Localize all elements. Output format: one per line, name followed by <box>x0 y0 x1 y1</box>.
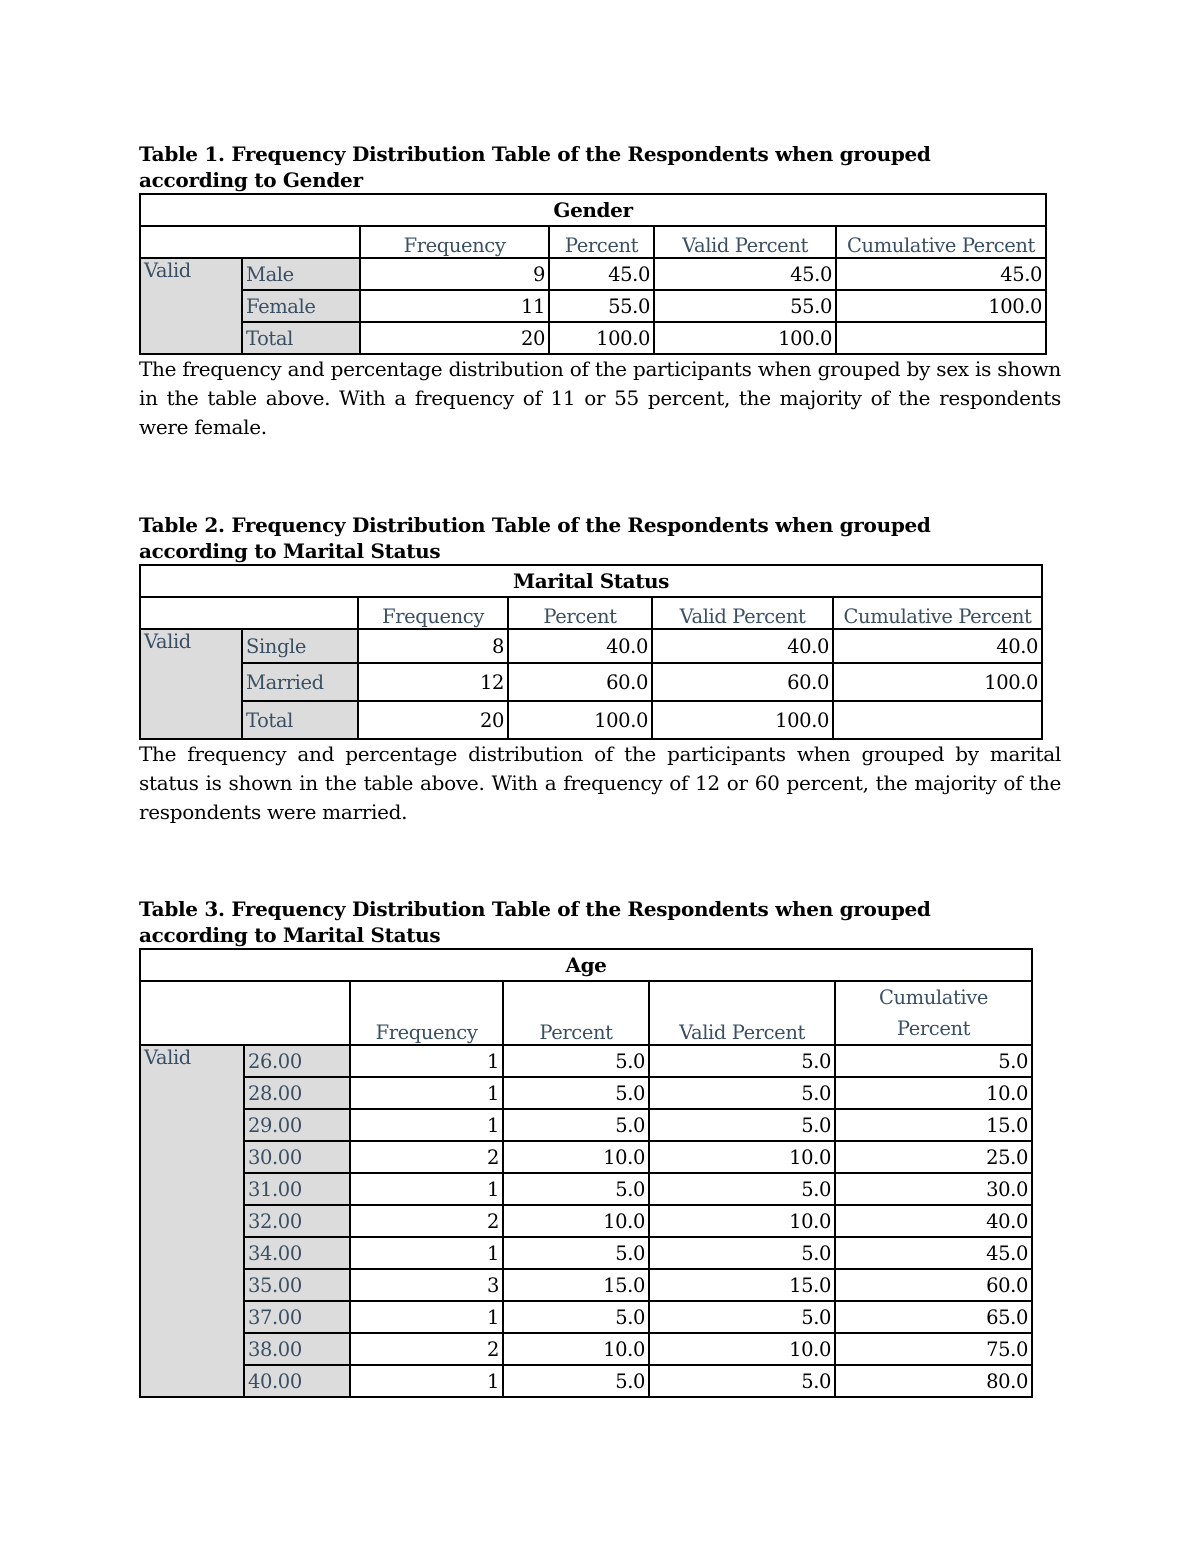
valid-percent-cell: 60.0 <box>652 663 833 701</box>
table1-gender <box>139 193 1047 355</box>
row-label: Total <box>242 322 360 354</box>
percent-cell: 45.0 <box>549 258 654 290</box>
frequency-cell: 1 <box>350 1301 503 1333</box>
frequency-cell: 1 <box>350 1077 503 1109</box>
table-row <box>140 290 1046 322</box>
table3-header-frequency: Frequency <box>350 981 503 1045</box>
row-label: 38.00 <box>244 1333 350 1365</box>
percent-cell: 100.0 <box>508 701 652 739</box>
valid-percent-cell: 55.0 <box>654 290 836 322</box>
percent-cell: 10.0 <box>503 1333 649 1365</box>
row-label: Married <box>242 663 358 701</box>
row-label: 30.00 <box>244 1141 350 1173</box>
percent-cell: 60.0 <box>508 663 652 701</box>
table3-header-valid-percent: Valid Percent <box>649 981 835 1045</box>
valid-percent-cell: 100.0 <box>652 701 833 739</box>
frequency-cell: 12 <box>358 663 508 701</box>
frequency-cell: 9 <box>360 258 549 290</box>
percent-cell: 40.0 <box>508 629 652 663</box>
table1-header-frequency: Frequency <box>360 226 549 258</box>
row-label: 37.00 <box>244 1301 350 1333</box>
table3-header-percent: Percent <box>503 981 649 1045</box>
table-row <box>140 701 1042 739</box>
frequency-cell: 2 <box>350 1333 503 1365</box>
valid-percent-cell: 5.0 <box>649 1301 835 1333</box>
table2-caption: Table 2. Frequency Distribution Table of the Respondents when grouped according to Marital Status <box>139 513 931 563</box>
cumulative-percent-cell: 40.0 <box>833 629 1042 663</box>
table1-paragraph: The frequency and percentage distribution of the participants when grouped by sex is shown in the table above. With a frequency of 11 or 55 percent, the majority of the respondents were female. <box>139 357 1061 439</box>
valid-percent-cell: 15.0 <box>649 1269 835 1301</box>
table-row <box>140 629 1042 663</box>
table3-corner <box>140 981 350 1045</box>
row-label: 31.00 <box>244 1173 350 1205</box>
valid-percent-cell: 10.0 <box>649 1141 835 1173</box>
percent-cell: 55.0 <box>549 290 654 322</box>
table-row <box>140 1141 1032 1173</box>
valid-percent-cell: 5.0 <box>649 1237 835 1269</box>
row-label: 26.00 <box>244 1045 350 1077</box>
percent-cell: 15.0 <box>503 1269 649 1301</box>
table3-valid-label: Valid <box>140 1045 244 1397</box>
table-row <box>140 1333 1032 1365</box>
cumulative-percent-cell: 30.0 <box>835 1173 1032 1205</box>
cumulative-percent-cell: 60.0 <box>835 1269 1032 1301</box>
cumulative-percent-cell: 5.0 <box>835 1045 1032 1077</box>
table-row <box>140 663 1042 701</box>
cumulative-percent-cell: 15.0 <box>835 1109 1032 1141</box>
table2-header-percent: Percent <box>508 597 652 629</box>
cumulative-percent-cell: 75.0 <box>835 1333 1032 1365</box>
cumulative-percent-cell: 80.0 <box>835 1365 1032 1397</box>
table3-age <box>139 948 1033 1398</box>
table2-section <box>139 512 1061 827</box>
table2-header-valid-percent: Valid Percent <box>652 597 833 629</box>
table2-title: Marital Status <box>140 565 1042 597</box>
row-label: 34.00 <box>244 1237 350 1269</box>
percent-cell: 10.0 <box>503 1205 649 1237</box>
cumulative-percent-cell: 65.0 <box>835 1301 1032 1333</box>
percent-cell: 100.0 <box>549 322 654 354</box>
frequency-cell: 2 <box>350 1205 503 1237</box>
valid-percent-cell: 45.0 <box>654 258 836 290</box>
cumulative-percent-cell <box>833 701 1042 739</box>
cumulative-percent-cell: 100.0 <box>836 290 1046 322</box>
table-row <box>140 1365 1032 1397</box>
table-row <box>140 1045 1032 1077</box>
table-row <box>140 322 1046 354</box>
frequency-cell: 1 <box>350 1173 503 1205</box>
table-row <box>140 1269 1032 1301</box>
frequency-cell: 11 <box>360 290 549 322</box>
row-label: 35.00 <box>244 1269 350 1301</box>
table1-header-percent: Percent <box>549 226 654 258</box>
valid-percent-cell: 10.0 <box>649 1205 835 1237</box>
cumulative-percent-cell: 40.0 <box>835 1205 1032 1237</box>
percent-cell: 5.0 <box>503 1045 649 1077</box>
table2-paragraph: The frequency and percentage distribution of the participants when grouped by marital status is shown in the table above. With a frequency of 12 or 60 percent, the majority of the respondents were married. <box>139 742 1061 824</box>
table2-header-cumulative-percent: Cumulative Percent <box>833 597 1042 629</box>
table1-valid-label: Valid <box>140 258 242 354</box>
table-row <box>140 1301 1032 1333</box>
table3-section <box>139 896 1039 1398</box>
table2-header-frequency: Frequency <box>358 597 508 629</box>
table-row <box>140 1077 1032 1109</box>
table2-valid-label: Valid <box>140 629 242 739</box>
row-label: Female <box>242 290 360 322</box>
valid-percent-cell: 100.0 <box>654 322 836 354</box>
table3-title: Age <box>140 949 1032 981</box>
cumulative-percent-cell: 45.0 <box>836 258 1046 290</box>
frequency-cell: 1 <box>350 1045 503 1077</box>
row-label: 28.00 <box>244 1077 350 1109</box>
row-label: Total <box>242 701 358 739</box>
table-row <box>140 1173 1032 1205</box>
table3-caption: Table 3. Frequency Distribution Table of the Respondents when grouped according to Marital Status <box>139 897 931 947</box>
table-row <box>140 1109 1032 1141</box>
frequency-cell: 1 <box>350 1109 503 1141</box>
cumulative-percent-cell: 25.0 <box>835 1141 1032 1173</box>
frequency-cell: 2 <box>350 1141 503 1173</box>
frequency-cell: 1 <box>350 1237 503 1269</box>
row-label: 40.00 <box>244 1365 350 1397</box>
table1-section <box>139 141 1061 442</box>
valid-percent-cell: 5.0 <box>649 1077 835 1109</box>
table1-corner <box>140 226 360 258</box>
row-label: Male <box>242 258 360 290</box>
row-label: 32.00 <box>244 1205 350 1237</box>
row-label: 29.00 <box>244 1109 350 1141</box>
cumulative-percent-cell: 100.0 <box>833 663 1042 701</box>
percent-cell: 5.0 <box>503 1173 649 1205</box>
valid-percent-cell: 5.0 <box>649 1173 835 1205</box>
row-label: Single <box>242 629 358 663</box>
percent-cell: 5.0 <box>503 1365 649 1397</box>
frequency-cell: 20 <box>360 322 549 354</box>
table2-corner <box>140 597 358 629</box>
table1-header-valid-percent: Valid Percent <box>654 226 836 258</box>
table-row <box>140 1205 1032 1237</box>
percent-cell: 5.0 <box>503 1301 649 1333</box>
percent-cell: 10.0 <box>503 1141 649 1173</box>
table1-title: Gender <box>140 194 1046 226</box>
table-row <box>140 1237 1032 1269</box>
valid-percent-cell: 5.0 <box>649 1109 835 1141</box>
valid-percent-cell: 40.0 <box>652 629 833 663</box>
valid-percent-cell: 5.0 <box>649 1045 835 1077</box>
table1-caption: Table 1. Frequency Distribution Table of the Respondents when grouped according to Gender <box>139 142 931 192</box>
table1-header-cumulative-percent: Cumulative Percent <box>836 226 1046 258</box>
frequency-cell: 8 <box>358 629 508 663</box>
percent-cell: 5.0 <box>503 1237 649 1269</box>
cumulative-percent-cell: 45.0 <box>835 1237 1032 1269</box>
table3-header-cumulative-percent: Cumulative Percent <box>835 981 1032 1045</box>
cumulative-percent-cell <box>836 322 1046 354</box>
percent-cell: 5.0 <box>503 1077 649 1109</box>
table2-marital-status <box>139 564 1043 740</box>
percent-cell: 5.0 <box>503 1109 649 1141</box>
table-row <box>140 258 1046 290</box>
frequency-cell: 3 <box>350 1269 503 1301</box>
frequency-cell: 20 <box>358 701 508 739</box>
valid-percent-cell: 10.0 <box>649 1333 835 1365</box>
cumulative-percent-cell: 10.0 <box>835 1077 1032 1109</box>
valid-percent-cell: 5.0 <box>649 1365 835 1397</box>
frequency-cell: 1 <box>350 1365 503 1397</box>
